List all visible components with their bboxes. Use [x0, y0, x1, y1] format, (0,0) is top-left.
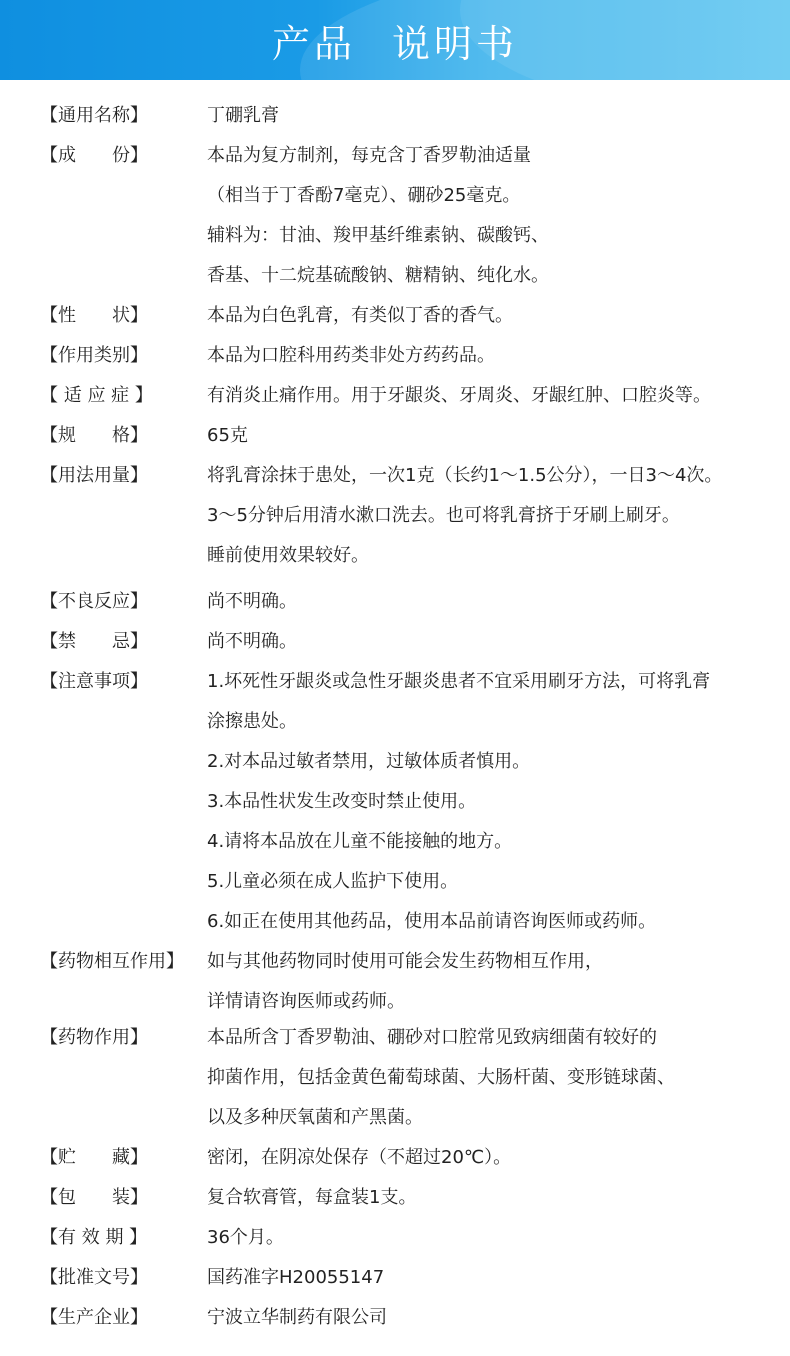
section-line: 4.请将本品放在儿童不能接触的地方。 [207, 831, 513, 852]
section-label: 【性 状】 [40, 305, 148, 326]
section-line: 5.儿童必须在成人监护下使用。 [207, 871, 459, 892]
section-line: 65克 [207, 425, 248, 446]
section-line: 6.如正在使用其他药品，使用本品前请咨询医师或药师。 [207, 911, 657, 932]
section-line: 抑菌作用，包括金黄色葡萄球菌、大肠杆菌、变形链球菌、 [207, 1067, 675, 1088]
section-label: 【生产企业】 [40, 1307, 148, 1328]
section-value [207, 96, 787, 136]
header-banner [0, 0, 790, 80]
section-value [207, 1138, 787, 1178]
section-line: 尚不明确。 [207, 591, 297, 612]
title-left: 产品 [271, 21, 356, 66]
section-line: 本品为口腔科用药类非处方药药品。 [207, 345, 495, 366]
section-line: 涂擦患处。 [207, 711, 297, 732]
section-label: 【作用类别】 [40, 345, 148, 366]
section-line: 1.坏死性牙龈炎或急性牙龈炎患者不宜采用刷牙方法，可将乳膏 [207, 671, 711, 692]
section-value [207, 416, 787, 456]
section-label: 【药物作用】 [40, 1027, 148, 1048]
section-line: 复合软膏管，每盒装1支。 [207, 1187, 417, 1208]
section-value [207, 296, 787, 336]
section-label: 【成 份】 [40, 145, 148, 166]
section-value [207, 942, 787, 1022]
section-line: 宁波立华制药有限公司 [207, 1307, 387, 1328]
section-line: 36个月。 [207, 1227, 284, 1248]
section-label: 【贮 藏】 [40, 1147, 148, 1168]
section-value [207, 662, 787, 942]
section-line: 有消炎止痛作用。用于牙龈炎、牙周炎、牙龈红肿、口腔炎等。 [207, 385, 711, 406]
section-value [207, 1218, 787, 1258]
section-line: 2.对本品过敏者禁用，过敏体质者慎用。 [207, 751, 531, 772]
section-label: 【用法用量】 [40, 465, 148, 486]
section-label: 【规 格】 [40, 425, 148, 446]
section-line: 将乳膏涂抹于患处，一次1克（长约1～1.5公分），一日3～4次。 [207, 465, 723, 486]
section-label: 【禁 忌】 [40, 631, 148, 652]
section-value [207, 1258, 787, 1298]
title-right: 说明书 [392, 21, 519, 66]
section-value [207, 336, 787, 376]
section-line: 本品为白色乳膏，有类似丁香的香气。 [207, 305, 513, 326]
section-line: 如与其他药物同时使用可能会发生药物相互作用， [207, 951, 603, 972]
section-line: 本品所含丁香罗勒油、硼砂对口腔常见致病细菌有较好的 [207, 1027, 657, 1048]
section-line: 3～5分钟后用清水漱口洗去。也可将乳膏挤于牙刷上刷牙。 [207, 505, 680, 526]
section-line: 以及多种厌氧菌和产黑菌。 [207, 1107, 423, 1128]
section-label: 【 适 应 症 】 [40, 385, 153, 406]
section-label: 【有 效 期 】 [40, 1227, 148, 1248]
section-line: 3.本品性状发生改变时禁止使用。 [207, 791, 477, 812]
section-line: （相当于丁香酚7毫克）、硼砂25毫克。 [207, 185, 521, 206]
section-value [207, 136, 787, 296]
section-label: 【不良反应】 [40, 591, 148, 612]
section-value [207, 456, 787, 576]
section-line: 丁硼乳膏 [207, 105, 279, 126]
section-label: 【药物相互作用】 [40, 951, 184, 972]
section-label: 【包 装】 [40, 1187, 148, 1208]
section-label: 【通用名称】 [40, 105, 148, 126]
section-value [207, 1018, 787, 1138]
section-line: 尚不明确。 [207, 631, 297, 652]
section-line: 国药准字H20055147 [207, 1267, 385, 1288]
section-value [207, 376, 787, 416]
section-line: 本品为复方制剂，每克含丁香罗勒油适量 [207, 145, 531, 166]
section-line: 详情请咨询医师或药师。 [207, 991, 405, 1012]
section-line: 密闭，在阴凉处保存（不超过20℃）。 [207, 1147, 512, 1168]
section-line: 睡前使用效果较好。 [207, 545, 369, 566]
page-title [0, 0, 790, 80]
section-value [207, 1298, 787, 1338]
section-label: 【注意事项】 [40, 671, 148, 692]
section-value [207, 622, 787, 662]
section-label: 【批准文号】 [40, 1267, 148, 1288]
section-line: 辅料为：甘油、羧甲基纤维素钠、碳酸钙、 [207, 225, 549, 246]
section-line: 香基、十二烷基硫酸钠、糖精钠、纯化水。 [207, 265, 549, 286]
section-value [207, 1178, 787, 1218]
section-value [207, 582, 787, 622]
